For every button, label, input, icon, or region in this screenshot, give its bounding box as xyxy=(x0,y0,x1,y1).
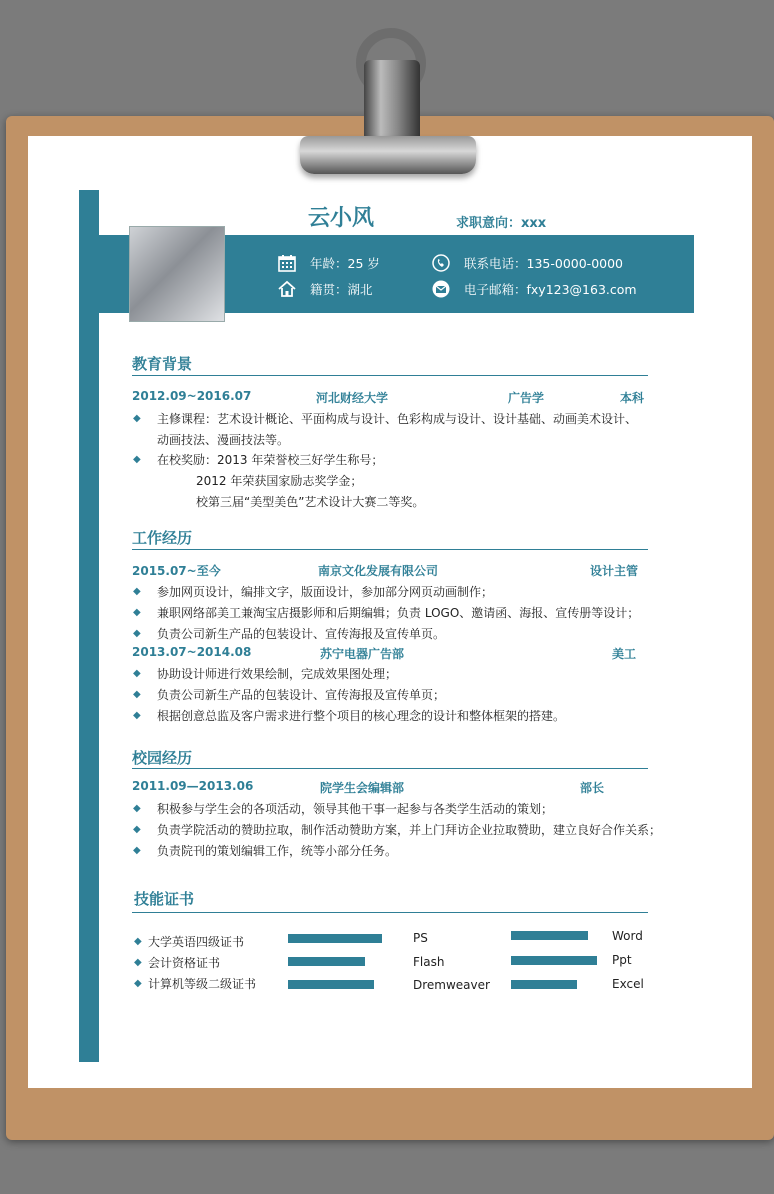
bullet-diamond-icon: ◆ xyxy=(133,628,141,639)
home-icon xyxy=(278,280,296,298)
bullet-diamond-icon: ◆ xyxy=(133,668,141,679)
job-item xyxy=(133,583,493,600)
awards-text-2: 2012 年荣获国家励志奖学金； xyxy=(196,474,363,488)
skill-bar-label: Dremweaver xyxy=(413,978,490,992)
job-period: 2013.07~2014.08 xyxy=(132,645,252,659)
campus-title: 校园经历 xyxy=(132,749,193,767)
skill-bar xyxy=(288,957,365,966)
left-accent-bar xyxy=(79,190,99,1062)
campus-item xyxy=(133,842,397,859)
campus-item-text: 负责学院活动的赞助拉取，制作活动赞助方案，并上门拜访企业拉取赞助，建立良好合作关系； xyxy=(157,823,662,837)
courses-text-1: 主修课程：艺术设计概论、平面构成与设计、色彩构成与设计、设计基础、动画美术设计、 xyxy=(157,412,638,426)
education-major: 广告学 xyxy=(508,391,545,405)
job-item-text: 根据创意总监及客户需求进行整个项目的核心理念的设计和整体框架的搭建。 xyxy=(157,709,566,723)
job-item xyxy=(133,665,397,682)
phone-icon xyxy=(432,254,450,272)
job-item-text: 协助设计师进行效果绘制，完成效果图处理； xyxy=(157,667,398,681)
job-item xyxy=(133,707,565,724)
skills-divider xyxy=(132,912,648,913)
skill-bar xyxy=(511,956,597,965)
job-item-text: 负责公司新生产品的包装设计、宣传海报及宣传单页； xyxy=(157,688,446,702)
campus-divider xyxy=(132,768,648,769)
job-item-text: 负责公司新生产品的包装设计、宣传海报及宣传单页。 xyxy=(157,627,446,641)
skill-bar-label: PS xyxy=(413,931,428,945)
education-courses xyxy=(133,410,637,427)
bullet-diamond-icon: ◆ xyxy=(133,803,141,814)
skill-bar xyxy=(288,980,374,989)
education-degree: 本科 xyxy=(620,391,645,405)
education-school: 河北财经大学 xyxy=(316,391,389,405)
campus-org: 院学生会编辑部 xyxy=(320,781,405,795)
campus-role: 部长 xyxy=(580,781,605,795)
job-role: 设计主管 xyxy=(590,564,639,578)
awards-text-3: 校第三届“美型美色”艺术设计大赛二等奖。 xyxy=(196,495,425,509)
bullet-diamond-icon: ◆ xyxy=(133,845,141,856)
bullet-diamond-icon: ◆ xyxy=(133,710,141,721)
education-divider xyxy=(132,375,648,376)
awards-text-1: 在校奖励：2013 年荣誉校三好学生称号； xyxy=(157,453,384,467)
mail-icon xyxy=(432,280,450,298)
clip-neck xyxy=(364,60,420,144)
bullet-diamond-icon: ◆ xyxy=(133,607,141,618)
email-info xyxy=(432,280,637,298)
bullet-diamond-icon: ◆ xyxy=(134,936,142,947)
campus-item xyxy=(133,800,553,817)
hometown-text: 籍贯：湖北 xyxy=(310,282,373,297)
campus-item-text: 负责院刊的策划编辑工作，统等小部分任务。 xyxy=(157,844,398,858)
hometown-info xyxy=(278,280,373,298)
skill-bar xyxy=(288,934,382,943)
job-company: 苏宁电器广告部 xyxy=(320,647,405,661)
bullet-diamond-icon: ◆ xyxy=(134,957,142,968)
work-title: 工作经历 xyxy=(132,529,193,547)
calendar-icon xyxy=(278,254,296,272)
phone-text: 联系电话：135-0000-0000 xyxy=(464,256,624,271)
job-item xyxy=(133,625,445,642)
bullet-diamond-icon: ◆ xyxy=(133,454,141,465)
education-period: 2012.09~2016.07 xyxy=(132,389,252,403)
bullet-diamond-icon: ◆ xyxy=(133,689,141,700)
job-item-text: 参加网页设计，编排文字，版面设计，参加部分网页动画制作； xyxy=(157,585,494,599)
campus-item xyxy=(133,821,661,838)
work-divider xyxy=(132,549,648,550)
skill-bar-label: Ppt xyxy=(612,953,632,967)
candidate-name: 云小风 xyxy=(308,206,375,231)
job-intent: 求职意向：xxx xyxy=(456,216,547,231)
cert-text: 计算机等级二级证书 xyxy=(148,977,257,991)
cert-item xyxy=(134,975,256,992)
education-title: 教育背景 xyxy=(132,355,193,373)
cert-text: 大学英语四级证书 xyxy=(148,935,245,949)
age-info xyxy=(278,254,380,272)
campus-item-text: 积极参与学生会的各项活动，领导其他干事一起参与各类学生活动的策划； xyxy=(157,802,554,816)
campus-period: 2011.09—2013.06 xyxy=(132,779,254,793)
cert-item xyxy=(134,954,220,971)
email-text: 电子邮箱：fxy123@163.com xyxy=(464,282,637,297)
cert-item xyxy=(134,933,244,950)
binder-clip-icon xyxy=(300,136,476,174)
bullet-diamond-icon: ◆ xyxy=(133,413,141,424)
skill-bar xyxy=(511,980,577,989)
job-item-text: 兼职网络部美工兼淘宝店摄影师和后期编辑；负责 LOGO、邀请函、海报、宣传册等设计； xyxy=(157,606,640,620)
courses-text-2: 动画技法、漫画技法等。 xyxy=(157,433,290,447)
job-role: 美工 xyxy=(612,647,637,661)
cert-text: 会计资格证书 xyxy=(148,956,221,970)
job-item xyxy=(133,686,445,703)
skill-bar-label: Word xyxy=(612,929,643,943)
job-period: 2015.07~至今 xyxy=(132,564,221,578)
skill-bar-label: Excel xyxy=(612,977,644,991)
job-item xyxy=(133,604,639,621)
skill-bar xyxy=(511,931,588,940)
phone-info xyxy=(432,254,623,272)
age-text: 年龄：25 岁 xyxy=(310,256,380,271)
profile-photo xyxy=(129,226,225,322)
bullet-diamond-icon: ◆ xyxy=(133,824,141,835)
bullet-diamond-icon: ◆ xyxy=(134,978,142,989)
skills-title: 技能证书 xyxy=(134,890,195,908)
job-company: 南京文化发展有限公司 xyxy=(318,564,439,578)
education-awards xyxy=(133,451,383,468)
skill-bar-label: Flash xyxy=(413,955,445,969)
bullet-diamond-icon: ◆ xyxy=(133,586,141,597)
